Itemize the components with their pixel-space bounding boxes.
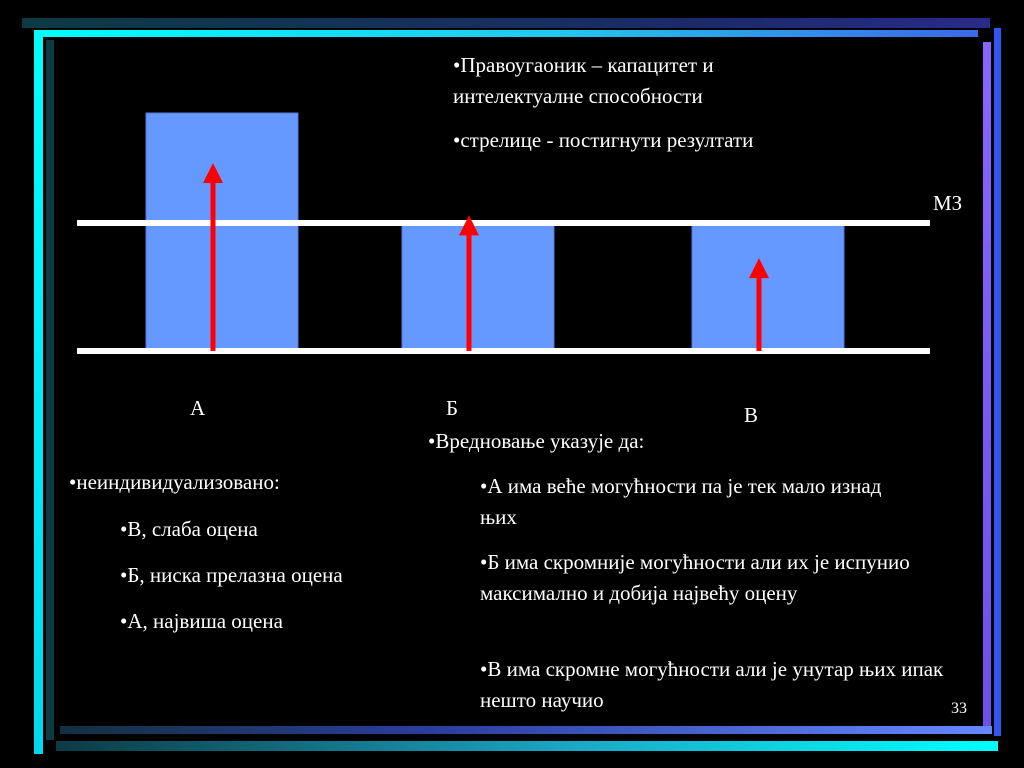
achievement-arrow-shaft-3 <box>757 276 762 351</box>
capacity-bar-1 <box>146 113 298 351</box>
slide-number: 33 <box>951 700 967 717</box>
capacity-bar-2 <box>402 225 554 351</box>
legend-arrow-item: •стрелице - постигнути резултати <box>453 128 754 152</box>
student-label-a: А <box>190 396 206 420</box>
legend-capacity-item: •Правоугаоник – капацитет и интелектуалне способности <box>453 53 714 108</box>
capacity-bar-3 <box>692 225 844 351</box>
evaluation-item-v: •В има скромне могућности али је унутар њих ипак нешто научио <box>480 657 944 712</box>
achievement-arrow-shaft-1 <box>211 181 216 351</box>
student-label-v: В <box>744 403 759 427</box>
evaluation-item-b: •Б има скромније могућности али их је испунио максимално и добија највећу оцену <box>480 550 910 605</box>
uncustomized-item-a: •А, највиша оцена <box>120 609 283 633</box>
mz-label: МЗ <box>933 191 963 215</box>
uncustomized-item-b: •Б, ниска прелазна оцена <box>120 563 343 587</box>
mz-line <box>77 220 930 226</box>
student-label-b: Б <box>446 396 459 420</box>
evaluation-item-a: •А има веће могућности па је тек мало изнад њих <box>480 474 882 529</box>
uncustomized-item-v: •В, слаба оцена <box>120 517 258 541</box>
evaluation-title: •Вредновање указује да: <box>428 429 645 453</box>
baseline-line <box>77 348 930 354</box>
uncustomized-title: •неиндивидуализовано: <box>69 470 280 494</box>
achievement-arrow-shaft-2 <box>467 233 472 351</box>
